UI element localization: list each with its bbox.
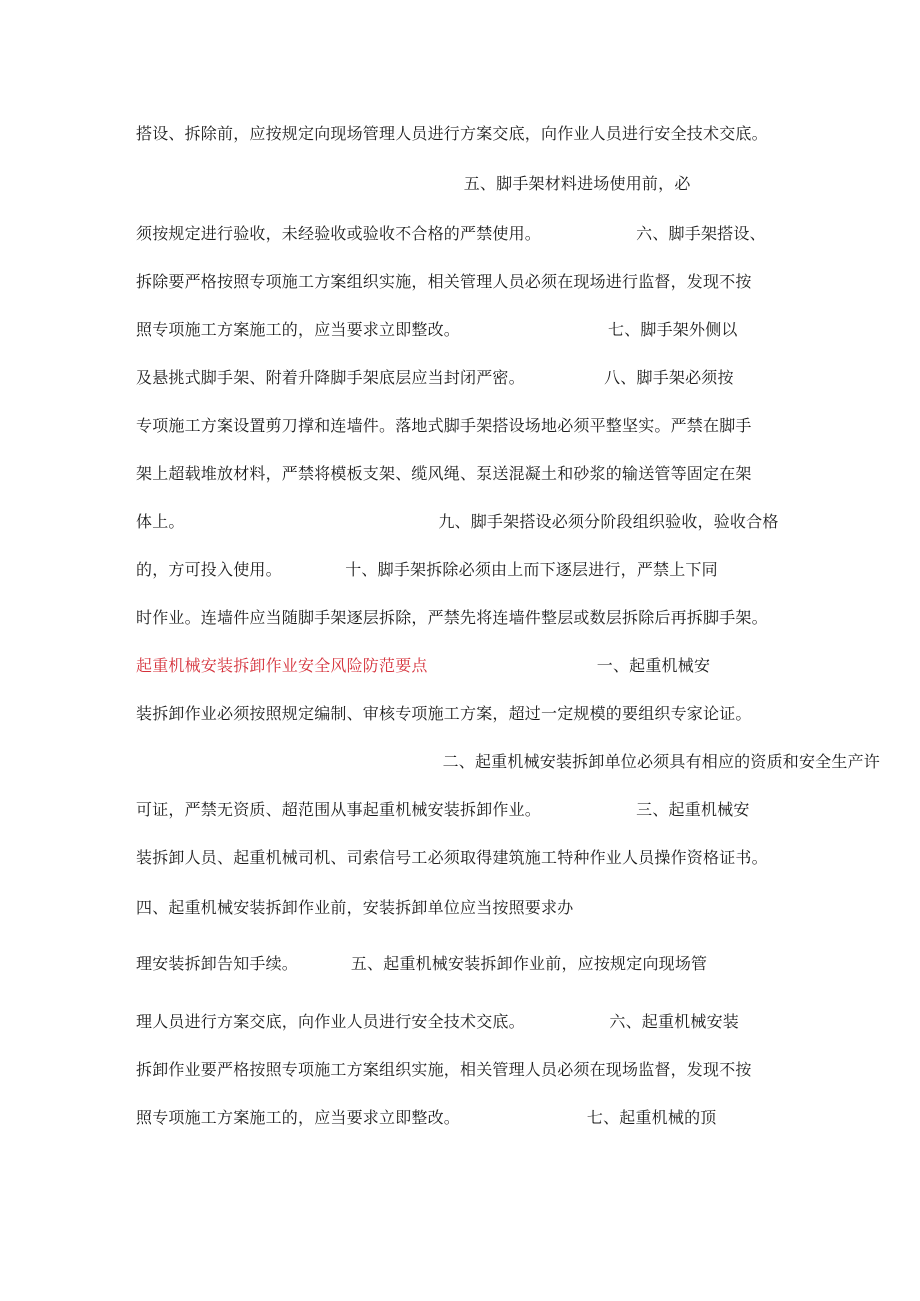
text-line: 装拆卸人员、起重机械司机、司索信号工必须取得建筑施工特种作业人员操作资格证书。 bbox=[136, 848, 768, 867]
text-line: 拆卸作业要严格按照专项施工方案组织实施，相关管理人员必须在现场监督，发现不按 bbox=[136, 1060, 752, 1079]
text-line: 装拆卸作业必须按照规定编制、审核专项施工方案，超过一定规模的要组织专家论证。 bbox=[136, 704, 752, 723]
text-line: 的，方可投入使用。 十、脚手架拆除必须由上而下逐层进行，严禁上下同 bbox=[136, 560, 718, 579]
text-line: 照专项施工方案施工的，应当要求立即整改。 七、脚手架外侧以 bbox=[136, 320, 738, 339]
text-line: 拆除要严格按照专项施工方案组织实施，相关管理人员必须在现场进行监督，发现不按 bbox=[136, 272, 752, 291]
text-line: 五、脚手架材料进场使用前，必 bbox=[136, 174, 691, 193]
text-line: 及悬挑式脚手架、附着升降脚手架底层应当封闭严密。 八、脚手架必须按 bbox=[136, 368, 734, 387]
text-line: 二、起重机械安装拆卸单位必须具有相应的资质和安全生产许 bbox=[136, 752, 880, 771]
text-line: 架上超载堆放材料，严禁将模板支架、缆风绳、泵送混凝土和砂浆的输送管等固定在架 bbox=[136, 464, 752, 483]
section-heading-line bbox=[136, 656, 710, 676]
text-line: 专项施工方案设置剪刀撑和连墙件。落地式脚手架搭设场地必须平整坚实。严禁在脚手 bbox=[136, 416, 752, 435]
text-line: 理安装拆卸告知手续。 五、起重机械安装拆卸作业前，应按规定向现场管 bbox=[136, 954, 708, 973]
section-heading: 起重机械安装拆卸作业安全风险防范要点 bbox=[136, 656, 428, 675]
text-line: 理人员进行方案交底，向作业人员进行安全技术交底。 六、起重机械安装 bbox=[136, 1012, 739, 1031]
text-fragment: 一、起重机械安 bbox=[427, 656, 711, 675]
text-line: 搭设、拆除前，应按规定向现场管理人员进行方案交底，向作业人员进行安全技术交底。 bbox=[136, 124, 768, 143]
text-line: 体上。 九、脚手架搭设必须分阶段组织验收，验收合格 bbox=[136, 512, 779, 531]
text-line: 四、起重机械安装拆卸作业前，安装拆卸单位应当按照要求办 bbox=[136, 898, 574, 917]
text-line: 须按规定进行验收，未经验收或验收不合格的严禁使用。 六、脚手架搭设、 bbox=[136, 224, 766, 243]
text-line: 时作业。连墙件应当随脚手架逐层拆除，严禁先将连墙件整层或数层拆除后再拆脚手架。 bbox=[136, 608, 768, 627]
text-line: 可证，严禁无资质、超范围从事起重机械安装拆卸作业。 三、起重机械安 bbox=[136, 800, 750, 819]
text-line: 照专项施工方案施工的，应当要求立即整改。 七、起重机械的顶 bbox=[136, 1108, 717, 1127]
